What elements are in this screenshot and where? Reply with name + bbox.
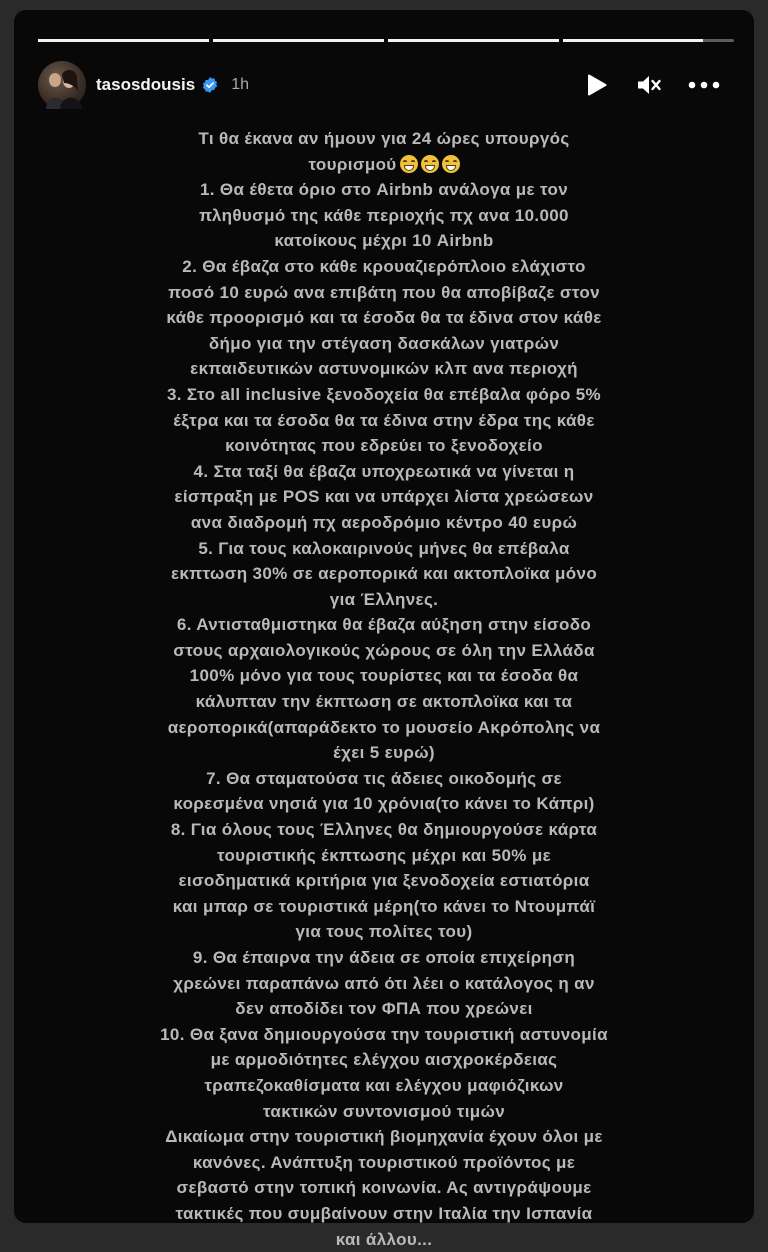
text-line: 8. Για όλους τους Έλληνες θα δημιουργούσε κάρτα xyxy=(170,820,598,840)
text-line: ανα διαδρομή πχ αεροδρόμιο κέντρο 40 ευρώ xyxy=(190,512,578,532)
text-line: εκπτωση 30% σε αεροπορικά και ακτοπλοϊκα μόνο xyxy=(170,564,598,584)
text-line: Τι θα έκανα αν ήμουν για 24 ώρες υπουργός xyxy=(198,129,570,148)
text-line: εκπαιδευτικών αστυνομικών κλπ ανα περιοχή xyxy=(190,359,578,379)
story-header xyxy=(38,60,734,110)
text-line: 9. Θα έπαιρνα την άδεια σε οποία επιχείρηση xyxy=(192,948,576,967)
text-line: έχει 5 ευρώ) xyxy=(333,743,435,763)
text-line: 100% μόνο για τους τουρίστες και τα έσοδα θα xyxy=(189,666,579,686)
text-line: 5. Για τους καλοκαιρινούς μήνες θα επέβαλα xyxy=(198,538,570,558)
text-line: τακτικών συντονισμού τιμών xyxy=(262,1101,506,1121)
text-line: εισοδηματικά κριτήρια για ξενοδοχεία εστιατόρια xyxy=(178,871,590,891)
text-line: πληθυσμό της κάθε περιοχής πχ ανα 10.000 xyxy=(199,205,569,225)
text-line: 2. Θα έβαζα στο κάθε κρουαζιερόπλοιο ελάχιστο xyxy=(182,256,586,276)
text-line: για Έλληνες. xyxy=(329,589,439,609)
progress-segment xyxy=(38,39,209,42)
text-line: ποσό 10 ευρώ ανα επιβάτη που θα αποβίβαζε στον xyxy=(168,282,600,302)
text-line: έξτρα και τα έσοδα θα τα έδινα στην έδρα της κάθε xyxy=(173,410,595,430)
text-line: 7. Θα σταματούσα τις άδειες οικοδομής σε xyxy=(206,768,562,788)
text-line: 3. Στο all inclusive ξενοδοχεία θα επέβαλα φόρο 5% xyxy=(166,384,602,404)
story-controls xyxy=(584,72,720,98)
progress-segment xyxy=(388,39,559,42)
grinning-face-emoji-icon xyxy=(400,155,418,173)
text-line: κορεσμένα νησιά για 10 χρόνια(το κάνει το Κάπρι) xyxy=(173,794,595,814)
progress-segment xyxy=(213,39,384,42)
text-line: τουριστικής έκπτωσης μέχρι και 50% με xyxy=(216,845,551,865)
text-line: χρεώνει παραπάνω από ότι λέει ο κατάλογος η αν xyxy=(173,973,595,993)
text-line-with-emoji xyxy=(24,152,744,178)
text-line: δεν αποδίδει τον ΦΠΑ που χρεώνει xyxy=(235,999,533,1019)
text-line: 1. Θα έθετα όριο στο Airbnb ανάλογα με τον xyxy=(199,180,569,200)
text-line: κανόνες. Ανάπτυξη τουριστικού προϊόντος με xyxy=(192,1152,576,1172)
grinning-face-emoji-icon xyxy=(442,155,460,173)
text-line: κάθε προορισμό και τα έσοδα θα τα έδινα στον κάθε xyxy=(166,308,602,328)
text-line: τουρισμού xyxy=(308,154,397,174)
text-line: αεροπορικά(απαράδεκτο το μουσείο Ακρόπολης να xyxy=(167,717,601,737)
text-line: τακτικές που συμβαίνουν στην Ιταλία την Ισπανία xyxy=(175,1203,593,1223)
text-line: 4. Στα ταξί θα έβαζα υποχρεωτικά να γίνεται η xyxy=(193,461,575,481)
text-line: κοινότητας που εδρεύει το ξενοδοχείο xyxy=(225,436,543,456)
more-options-icon[interactable] xyxy=(688,72,720,98)
text-line: με αρμοδιότητες ελέγχου αισχροκέρδειας xyxy=(210,1050,558,1070)
text-line: 10. Θα ξανα δημιουργούσα την τουριστική αστυνομία xyxy=(160,1024,608,1044)
text-line: είσπραξη με POS και να υπάρχει λίστα χρεώσεων xyxy=(174,487,594,507)
text-line: Δικαίωμα στην τουριστική βιομηχανία έχουν όλοι με xyxy=(165,1127,603,1147)
verified-badge-icon xyxy=(201,76,219,94)
avatar[interactable] xyxy=(38,61,86,109)
text-line: για τους πολίτες του) xyxy=(295,922,473,942)
muted-speaker-icon[interactable] xyxy=(636,72,662,98)
post-time: 1h xyxy=(231,76,249,93)
username[interactable]: tasosdousis xyxy=(96,75,196,94)
text-line: κατοίκους μέχρι 10 Airbnb xyxy=(274,231,494,251)
text-line: 6. Αντισταθμιστηκα θα έβαζα αύξηση στην είσοδο xyxy=(176,615,592,635)
story-viewer[interactable] xyxy=(14,10,754,1249)
text-line: σεβαστό στην τοπική κοινωνία. Ας αντιγράψουμε xyxy=(176,1178,592,1198)
text-line: και μπαρ σε τουριστικά μέρη(το κάνει το Ντουμπάϊ xyxy=(172,896,596,916)
grinning-face-emoji-icon xyxy=(421,155,439,173)
story-progress-bar xyxy=(38,39,734,42)
text-line: και άλλου... xyxy=(335,1229,433,1249)
text-line: κάλυπταν την έκπτωση σε ακτοπλοϊκα και τα xyxy=(195,692,573,712)
text-line: τραπεζοκαθίσματα και ελέγχου μαφιόζικων xyxy=(204,1075,564,1095)
text-line: δήμο για την στέγαση δασκάλων γιατρών xyxy=(208,333,560,353)
play-icon[interactable] xyxy=(584,72,610,98)
text-line: στους αρχαιολογικούς χώρους σε όλη την Ελλάδα xyxy=(173,640,595,660)
progress-segment xyxy=(563,39,734,42)
story-text xyxy=(24,126,744,1252)
